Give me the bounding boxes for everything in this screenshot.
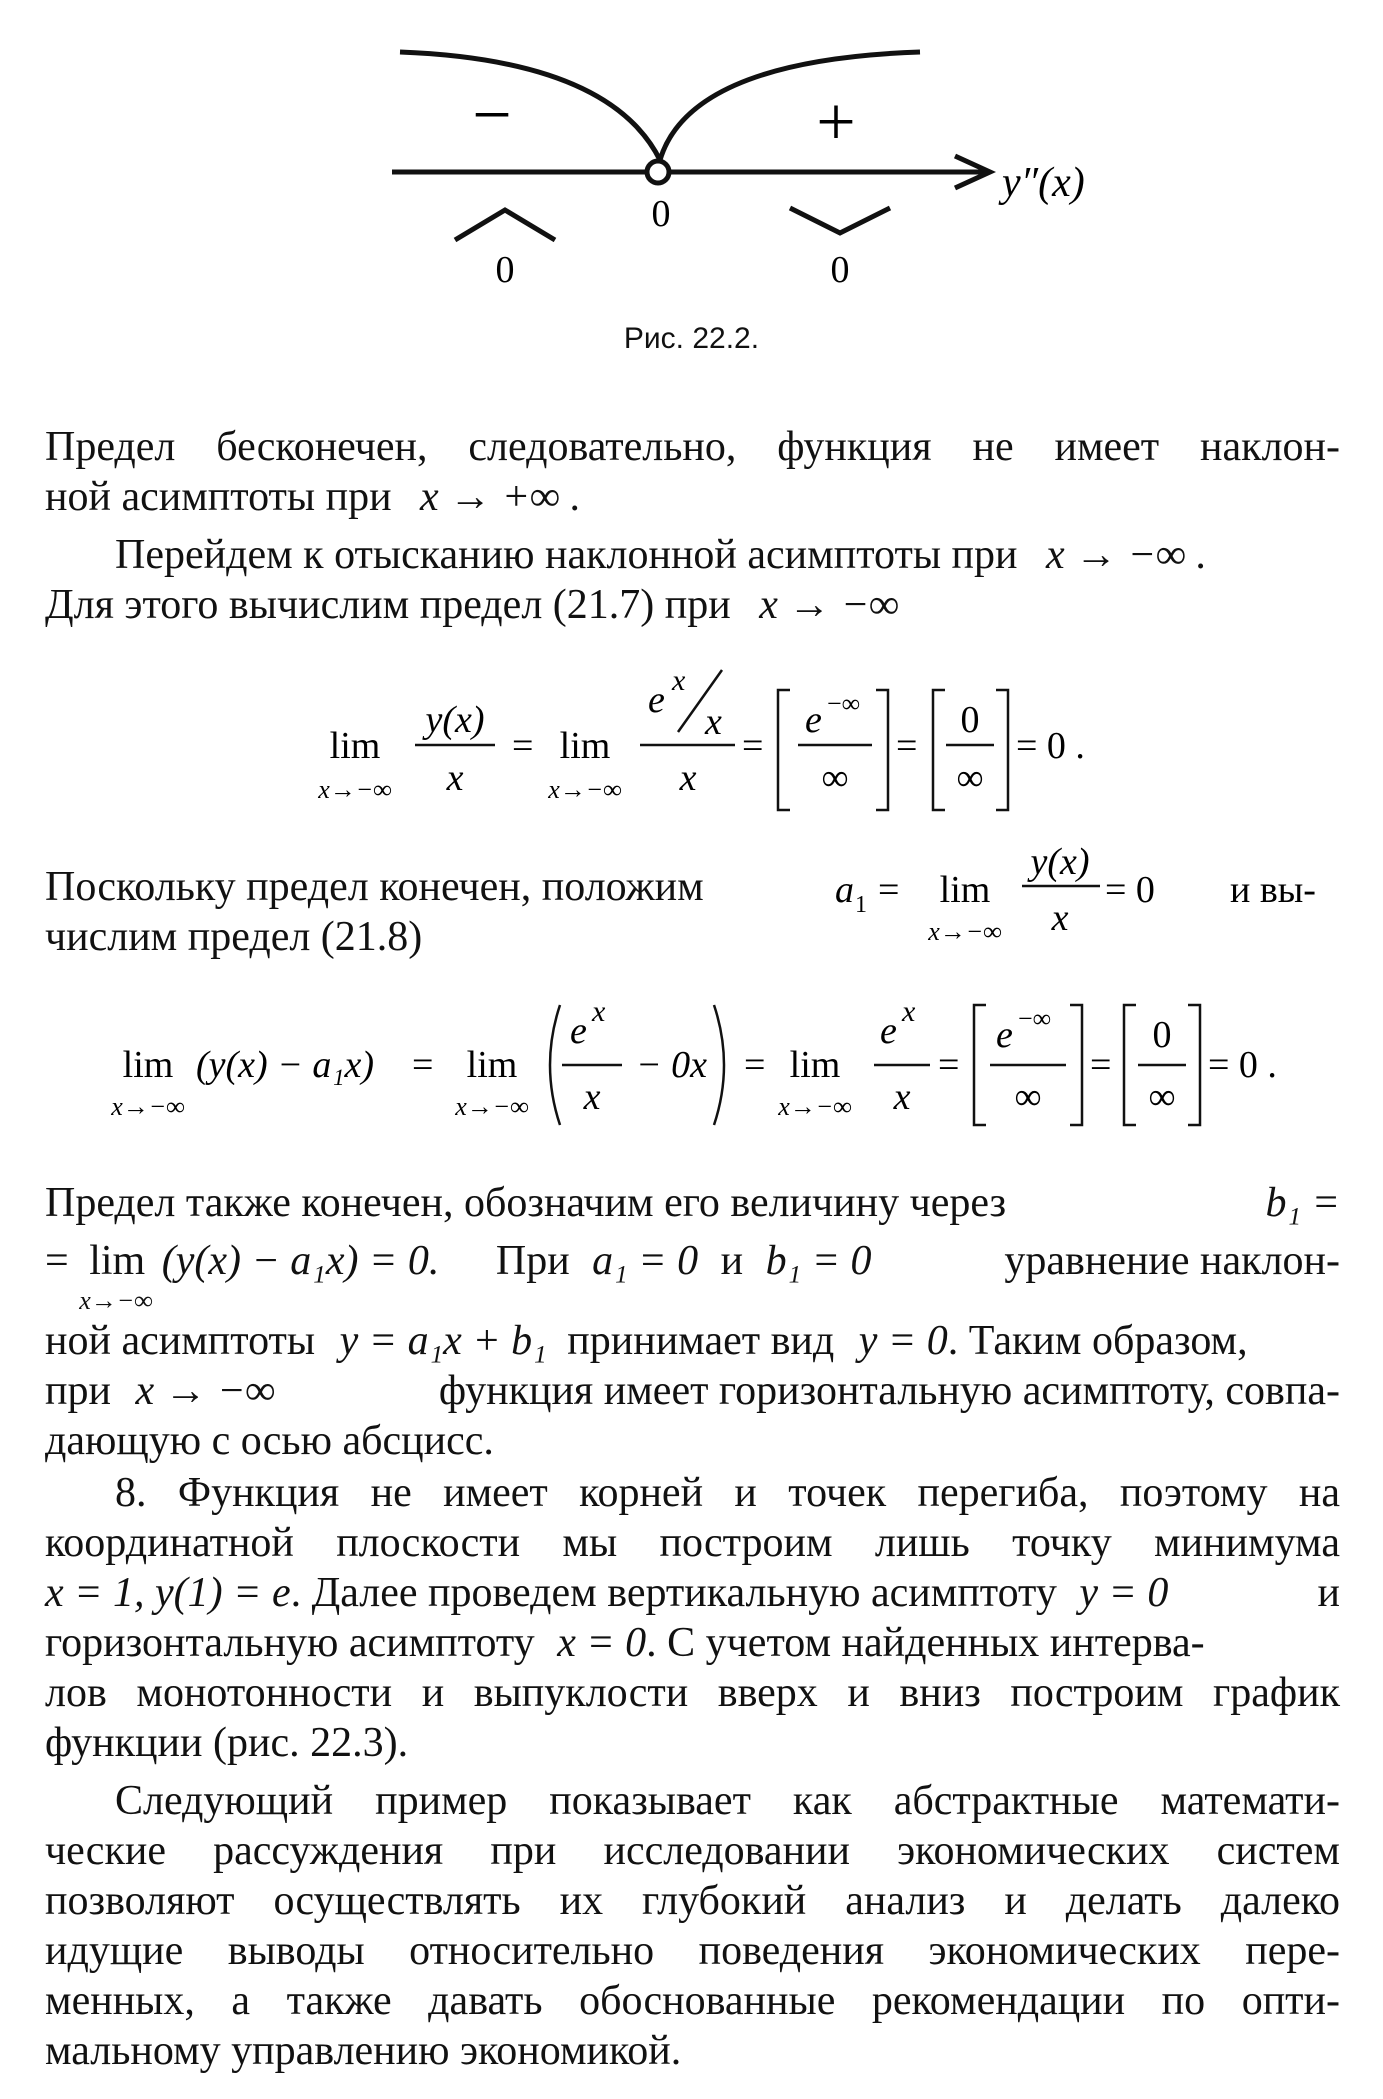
figure-caption: Рис. 22.2. bbox=[623, 322, 760, 355]
axis-label: y″(x) bbox=[1002, 160, 1085, 206]
eq1-equals1: = bbox=[512, 725, 534, 767]
eq1-bracket-l1 bbox=[778, 690, 790, 810]
eq2-equals2: = bbox=[744, 1044, 766, 1086]
p3-line2: числим предел (21.8) bbox=[45, 914, 423, 960]
p5-line6: функции (рис. 22.3). bbox=[45, 1720, 409, 1766]
p2-line1-math: x → −∞ . bbox=[1046, 532, 1207, 578]
p5-line4-text2: . С учетом найденных интерва- bbox=[646, 1620, 1205, 1666]
eq2-paren-l bbox=[550, 1005, 560, 1125]
p6-line6: мальному управлению экономикой. bbox=[45, 2028, 682, 2074]
equation-2 bbox=[0, 985, 1383, 1155]
eq2-equals4: = bbox=[1090, 1044, 1112, 1086]
p4-line2-expr: (y(x) − a₁x) = 0. bbox=[161, 1238, 440, 1284]
right-value: 0 bbox=[830, 249, 850, 291]
p2-line2 bbox=[45, 580, 1340, 630]
p3-line1-text: Поскольку предел конечен, положим bbox=[45, 864, 704, 910]
p5-line4-m1: x = 0 bbox=[557, 1620, 647, 1666]
eq2-sub1: x→−∞ bbox=[111, 1092, 185, 1121]
eq1-equals3: = bbox=[896, 725, 918, 767]
p4-line2-text1: При bbox=[495, 1238, 570, 1284]
p4-line4 bbox=[45, 1366, 1340, 1416]
p1-line2 bbox=[45, 472, 1340, 522]
p1-line2-text: ной асимптоты при bbox=[45, 474, 392, 520]
p2-line1-text: Перейдем к отысканию наклонной асимптоты при bbox=[115, 532, 1018, 578]
eq2-den2: x bbox=[893, 1076, 911, 1118]
eq2-paren-r bbox=[714, 1005, 724, 1125]
eq2-bracket-r2 bbox=[1188, 1005, 1200, 1125]
p4-lim-sub: x→−∞ bbox=[79, 1286, 153, 1315]
p4-line4-text2: функция имеет горизонтальную асимптоту, совпа- bbox=[438, 1368, 1340, 1414]
eq1-lim1: lim bbox=[329, 725, 381, 767]
eq2-sub3: x→−∞ bbox=[778, 1092, 852, 1121]
eq1-denb2: ∞ bbox=[956, 757, 984, 799]
p5-line2: координатной плоскости мы построим лишь точку минимума bbox=[45, 1520, 1340, 1566]
eq2-x2: x bbox=[902, 995, 916, 1028]
p3-eq0: = 0 bbox=[1105, 869, 1155, 911]
eq1-equals2: = bbox=[742, 725, 764, 767]
p5-line3-text1: . Далее проведем вертикальную асимптоту bbox=[290, 1570, 1057, 1616]
eq2-sub2: x→−∞ bbox=[455, 1092, 529, 1121]
p2-line2-text: Для этого вычислим предел (21.7) при bbox=[45, 582, 731, 628]
p4-line1-text: Предел также конечен, обозначим его величину через bbox=[45, 1180, 1007, 1226]
right-curve bbox=[660, 52, 920, 160]
equation-1 bbox=[0, 650, 1383, 830]
eq2-equals1: = bbox=[412, 1044, 434, 1086]
eq1-num1: y(x) bbox=[425, 699, 485, 741]
p3-a: a bbox=[835, 869, 854, 911]
p3-den: x bbox=[1051, 897, 1069, 939]
p4-line3-m2: y = 0 bbox=[858, 1318, 948, 1364]
p4-line2-and: и bbox=[720, 1238, 744, 1284]
right-sign: + bbox=[816, 84, 856, 161]
p3-eq: = bbox=[878, 869, 900, 911]
p4-line3-text1: ной асимптоты bbox=[45, 1318, 316, 1364]
eq1-ex-den: x bbox=[705, 701, 722, 743]
p6-line4: идущие выводы относительно поведения экономических пере- bbox=[45, 1928, 1340, 1974]
p5-line4 bbox=[45, 1618, 1340, 1668]
eq1-sub1: x→−∞ bbox=[318, 775, 392, 804]
eq1-supb1: −∞ bbox=[827, 689, 861, 718]
p5-line3-text2: и bbox=[1317, 1570, 1340, 1616]
p4-line2-pre: = bbox=[45, 1238, 69, 1284]
p6-line3: позволяют осуществлять их глубокий анализ и делать далеко bbox=[45, 1878, 1340, 1924]
eq1-den2: x bbox=[679, 757, 697, 799]
p5-line3-m2: y = 0 bbox=[1079, 1570, 1169, 1616]
eq2-e2: e bbox=[880, 1010, 897, 1052]
eq2-lim2: lim bbox=[466, 1044, 518, 1086]
p3-a-sub: 1 bbox=[855, 892, 867, 918]
p1-line1: Предел бесконечен, следовательно, функция не имеет наклон- bbox=[45, 424, 1340, 470]
p5-line5: лов монотонности и выпуклости вверх и вниз построим график bbox=[45, 1670, 1340, 1716]
eq2-denb1: ∞ bbox=[1014, 1076, 1042, 1118]
eq1-bracket-l2 bbox=[933, 690, 945, 810]
eq2-equals3: = bbox=[938, 1044, 960, 1086]
p5-line3-m1: x = 1, y(1) = e bbox=[45, 1570, 291, 1616]
p4-line3 bbox=[45, 1316, 1340, 1366]
eq2-x1: x bbox=[592, 995, 606, 1028]
p2-line2-math: x → −∞ bbox=[759, 582, 900, 628]
eq2-numb2: 0 bbox=[1152, 1014, 1172, 1056]
eq2-bracket-l2 bbox=[1124, 1005, 1136, 1125]
p2-line1 bbox=[115, 530, 1340, 580]
p5-line1: 8. Функция не имеет корней и точек перегиба, поэтому на bbox=[115, 1470, 1340, 1516]
eq1-sub2: x→−∞ bbox=[548, 775, 622, 804]
eq1-result: = 0 . bbox=[1016, 725, 1085, 767]
figure-sign-diagram bbox=[0, 0, 1383, 300]
eq1-numb2: 0 bbox=[960, 699, 980, 741]
p6-line2: ческие рассуждения при исследовании экономических систем bbox=[45, 1828, 1340, 1874]
eq2-lhs: (y(x) − a₁x) bbox=[196, 1044, 375, 1086]
p3-num: y(x) bbox=[1030, 841, 1090, 883]
p4-line2 bbox=[45, 1236, 1340, 1315]
p4-line4-text1: при bbox=[45, 1368, 111, 1414]
p4-line3-text2: принимает вид bbox=[567, 1318, 835, 1364]
p4-line2-m2: b₁ = 0 bbox=[765, 1238, 872, 1284]
eq2-denb2: ∞ bbox=[1148, 1076, 1176, 1118]
p3-lim-sub: x→−∞ bbox=[928, 917, 1002, 946]
p4-line4-m1: x → −∞ bbox=[135, 1368, 276, 1414]
p3-lim: lim bbox=[939, 869, 991, 911]
p4-line2-text2: уравнение наклон- bbox=[1004, 1238, 1340, 1284]
eq1-numb1: e bbox=[805, 699, 822, 741]
eq2-lim3: lim bbox=[789, 1044, 841, 1086]
left-curve bbox=[400, 52, 660, 160]
eq2-minus0x: − 0x bbox=[636, 1044, 708, 1086]
origin-point bbox=[647, 161, 669, 183]
p5-line3 bbox=[45, 1568, 1340, 1618]
concave-up-icon bbox=[790, 208, 890, 233]
origin-label: 0 bbox=[651, 193, 671, 235]
p5-line4-text1: горизонтальную асимптоту bbox=[45, 1620, 535, 1666]
p4-line5: дающую с осью абсцисс. bbox=[45, 1418, 494, 1464]
p3-line1-end: и вы- bbox=[1230, 869, 1316, 911]
p4-line1 bbox=[45, 1178, 1340, 1228]
eq2-bracket-r1 bbox=[1070, 1005, 1082, 1125]
eq1-lim2: lim bbox=[559, 725, 611, 767]
eq1-bracket-r1 bbox=[876, 690, 888, 810]
eq2-e1: e bbox=[570, 1010, 587, 1052]
p4-line1-math: b₁ = bbox=[1265, 1180, 1340, 1226]
eq1-den1: x bbox=[446, 757, 464, 799]
eq1-e: e bbox=[648, 679, 665, 721]
eq1-bracket-r2 bbox=[996, 690, 1008, 810]
eq2-supb1: −∞ bbox=[1018, 1004, 1052, 1033]
p4-line3-m1: y = a₁x + b₁ bbox=[339, 1318, 547, 1364]
eq2-result: = 0 . bbox=[1208, 1044, 1277, 1086]
concave-down-icon bbox=[455, 210, 555, 240]
eq2-den1: x bbox=[583, 1076, 601, 1118]
p4-line3-text3: . Таким образом, bbox=[947, 1318, 1248, 1364]
left-sign: − bbox=[472, 77, 512, 154]
eq1-ex: x bbox=[672, 664, 686, 697]
p1-line2-math: x → +∞ . bbox=[420, 474, 581, 520]
eq2-numb1: e bbox=[996, 1014, 1013, 1056]
eq1-denb1: ∞ bbox=[821, 757, 849, 799]
left-value: 0 bbox=[495, 249, 515, 291]
p4-line2-m1: a₁ = 0 bbox=[592, 1238, 699, 1284]
eq2-bracket-l1 bbox=[974, 1005, 986, 1125]
p4-lim-word: lim bbox=[89, 1238, 146, 1284]
p6-line5: менных, а также давать обоснованные рекомендации по опти- bbox=[45, 1978, 1340, 2024]
eq2-lim1: lim bbox=[122, 1044, 174, 1086]
p6-line1: Следующий пример показывает как абстрактные математи- bbox=[115, 1778, 1340, 1824]
p4-line2-lim bbox=[79, 1236, 153, 1315]
